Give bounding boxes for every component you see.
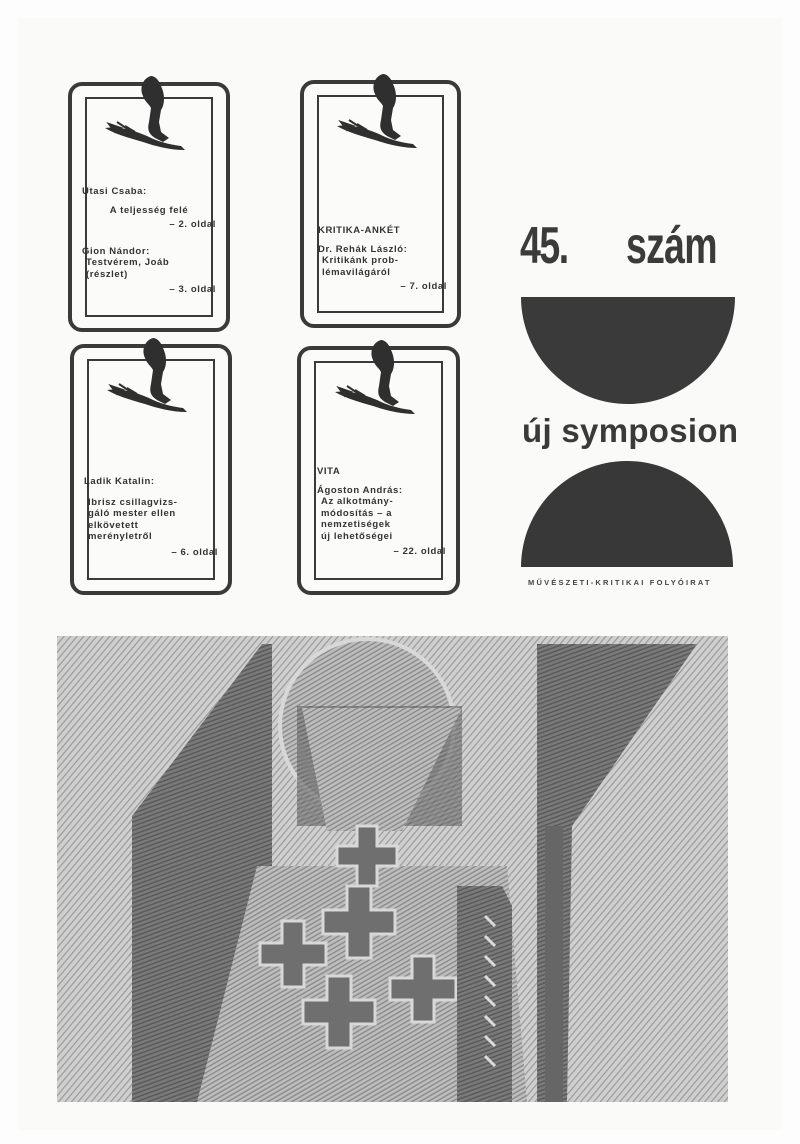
magazine-subtitle: MŰVÉSZETI-KRITIKAI FOLYÓIRAT bbox=[528, 578, 712, 587]
article-title-line: Ibrisz csillagvizs- bbox=[88, 496, 178, 508]
article-title-line: nemzetiségek bbox=[321, 519, 391, 530]
figure-with-branch-icon bbox=[329, 336, 429, 422]
page-ref: – 2. oldal bbox=[169, 219, 216, 230]
woodcut-illustration bbox=[57, 636, 728, 1102]
author-name: Utasi Csaba: bbox=[82, 186, 147, 197]
cover-artwork bbox=[57, 636, 728, 1102]
figure-with-branch-icon bbox=[101, 334, 201, 420]
page-ref: – 7. oldal bbox=[400, 281, 447, 292]
page-ref: – 6. oldal bbox=[171, 546, 218, 558]
figure-with-branch-icon bbox=[99, 72, 199, 158]
card-text bbox=[82, 186, 216, 296]
author-name: Ágoston András: bbox=[317, 484, 403, 496]
article-title-line: Testvérem, Joáb bbox=[86, 257, 170, 268]
article-title-line: gáló mester ellen bbox=[88, 508, 176, 519]
issue-number: 45. bbox=[520, 217, 568, 275]
article-title-line: módosítás – a bbox=[321, 507, 393, 519]
card-text bbox=[317, 466, 446, 558]
contents-card-2 bbox=[300, 80, 461, 328]
article-title-line: elkövetett bbox=[88, 519, 139, 531]
issue-word: szám bbox=[626, 217, 717, 275]
figure-with-branch-icon bbox=[331, 70, 431, 156]
contents-card-3 bbox=[70, 344, 232, 595]
article-title-line: merényletről bbox=[88, 531, 153, 542]
page-ref: – 3. oldal bbox=[169, 284, 216, 295]
magazine-title: új symposion bbox=[522, 412, 739, 449]
article-title-line: Az alkotmány- bbox=[321, 496, 394, 507]
article-title-line: új lehetőségei bbox=[321, 530, 393, 542]
contents-card-4 bbox=[297, 346, 460, 595]
card-text bbox=[318, 225, 447, 293]
page-ref: – 22. oldal bbox=[393, 546, 446, 557]
article-title-line: (részlet) bbox=[86, 268, 128, 280]
article-title-line: lémavilágáról bbox=[322, 266, 391, 278]
section-heading: KRITIKA-ANKÉT bbox=[318, 225, 401, 236]
author-name: Gion Nándor: bbox=[82, 245, 150, 257]
article-title: A teljesség felé bbox=[109, 204, 189, 216]
section-heading: VITA bbox=[317, 466, 341, 477]
author-name: Ladik Katalin: bbox=[84, 476, 155, 487]
author-name: Dr. Rehák László: bbox=[318, 243, 408, 255]
contents-card-1 bbox=[68, 82, 230, 332]
card-text bbox=[84, 476, 218, 558]
article-title-line: Kritikánk prob- bbox=[322, 255, 399, 266]
